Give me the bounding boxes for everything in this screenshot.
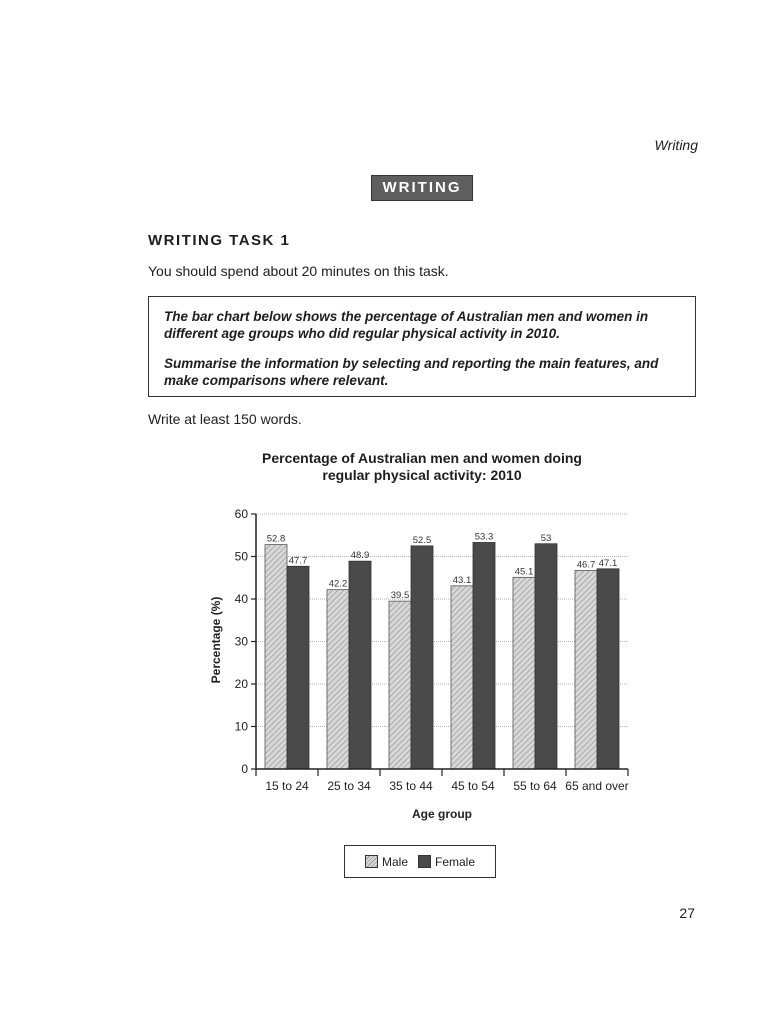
y-tick-label: 0 [241, 762, 248, 776]
data-label-female: 53.3 [474, 531, 494, 543]
legend-label-male: Male [381, 854, 408, 869]
y-tick-label: 60 [234, 507, 248, 521]
y-tick-label: 20 [234, 677, 248, 691]
x-tick-label: 45 to 54 [451, 779, 495, 793]
bar-female [287, 566, 309, 769]
bar-female [597, 569, 619, 769]
prompt-instruction: Summarise the information by selecting and reporting the main features, and make comparisons where relevant. [164, 356, 659, 388]
bar-female [535, 544, 557, 769]
data-label-female: 48.9 [350, 550, 370, 562]
data-label-male: 52.8 [266, 533, 286, 545]
data-label-female: 47.1 [598, 557, 618, 569]
y-tick-label: 30 [234, 634, 248, 649]
x-axis-label: Age group [412, 807, 472, 821]
x-tick-label: 35 to 44 [389, 779, 433, 793]
x-tick-label: 55 to 64 [513, 779, 557, 793]
bar-male [575, 571, 597, 769]
y-axis-label: Percentage (%) [209, 596, 223, 684]
data-label-female: 47.7 [288, 555, 308, 567]
bar-male [389, 601, 411, 769]
bar-female [473, 542, 495, 769]
y-tick-label: 50 [234, 549, 248, 564]
task-title: WRITING TASK 1 [148, 232, 291, 249]
y-tick-label: 40 [234, 592, 248, 606]
x-tick-label: 65 and over [565, 779, 629, 793]
section-banner: WRITING [372, 176, 472, 200]
chart-title-line2: regular physical activity: 2010 [322, 467, 522, 483]
legend-label-female: Female [435, 854, 476, 869]
chart-legend [344, 845, 496, 878]
bar-female [349, 561, 371, 769]
data-label-male: 39.5 [390, 590, 410, 602]
bar-male [265, 545, 287, 769]
bar-male [327, 590, 349, 769]
data-label-female: 53 [540, 532, 552, 544]
running-header: Writing [654, 137, 698, 153]
time-instruction: You should spend about 20 minutes on this task. [148, 263, 449, 279]
chart-title-line1: Percentage of Australian men and women doing [262, 450, 582, 466]
bar-male [451, 586, 473, 769]
male-swatch-icon [365, 855, 378, 868]
bar-male [513, 577, 535, 769]
bar-female [411, 546, 433, 769]
y-tick-label: 10 [234, 719, 248, 734]
legend-item-male [365, 855, 408, 869]
female-swatch-icon [418, 855, 431, 868]
data-label-female: 52.5 [412, 534, 432, 546]
data-label-male: 42.2 [328, 578, 348, 590]
word-count-instruction: Write at least 150 words. [148, 411, 302, 427]
data-label-male: 45.1 [514, 566, 534, 578]
page-number: 27 [679, 905, 695, 921]
x-tick-label: 25 to 34 [327, 779, 371, 793]
legend-item-female [418, 855, 475, 869]
prompt-description: The bar chart below shows the percentage of Australian men and women in different age groups who did regular physical activity in 2010. [164, 309, 649, 341]
x-tick-label: 15 to 24 [265, 779, 309, 793]
data-label-male: 46.7 [576, 559, 596, 571]
data-label-male: 43.1 [452, 574, 472, 586]
